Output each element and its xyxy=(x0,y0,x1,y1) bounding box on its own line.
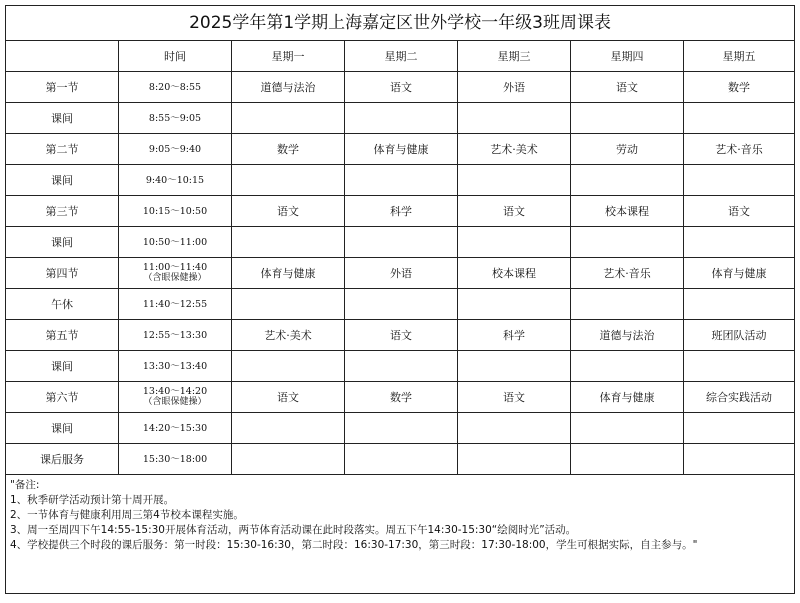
subject-cell xyxy=(345,444,458,475)
subject-cell: 道德与法治 xyxy=(232,72,345,103)
subject-cell: 语文 xyxy=(345,320,458,351)
subject-cell xyxy=(571,289,684,320)
time-range: 11:40～12:55 xyxy=(142,298,208,310)
subject-cell xyxy=(345,413,458,444)
table-row xyxy=(6,413,795,444)
timetable-title: 2025学年第1学期上海嘉定区世外学校一年级3班周课表 xyxy=(6,6,795,41)
subject-cell xyxy=(458,103,571,134)
subject-cell xyxy=(232,351,345,382)
subject-cell: 数学 xyxy=(345,382,458,413)
subject-cell xyxy=(571,413,684,444)
period-cell: 第五节 xyxy=(6,320,119,351)
period-cell: 第二节 xyxy=(6,134,119,165)
subject-cell xyxy=(684,165,795,196)
notes-line: 1、秋季研学活动预计第十周开展。 xyxy=(10,494,175,506)
subject-cell xyxy=(458,289,571,320)
subject-cell: 体育与健康 xyxy=(684,258,795,289)
header-cell-period xyxy=(6,41,119,72)
time-cell xyxy=(119,351,232,382)
subject-cell: 科学 xyxy=(345,196,458,227)
notes-cell xyxy=(6,475,795,594)
subject-cell xyxy=(232,103,345,134)
period-cell: 课后服务 xyxy=(6,444,119,475)
subject-cell: 艺术·美术 xyxy=(232,320,345,351)
time-range: 9:40～10:15 xyxy=(145,174,205,186)
subject-cell: 校本课程 xyxy=(458,258,571,289)
period-cell: 课间 xyxy=(6,165,119,196)
subject-cell: 科学 xyxy=(458,320,571,351)
table-row xyxy=(6,196,795,227)
subject-cell xyxy=(345,103,458,134)
time-note: （含眼保健操） xyxy=(143,273,207,283)
subject-cell: 校本课程 xyxy=(571,196,684,227)
subject-cell xyxy=(458,413,571,444)
subject-cell xyxy=(458,165,571,196)
notes-line: 3、周一至周四下午14:55-15:30开展体育活动，两节体育活动课在此时段落实。周五下午14:30-15:30“绘阅时光”活动。 xyxy=(10,524,577,536)
table-row xyxy=(6,258,795,289)
subject-cell xyxy=(684,103,795,134)
time-cell xyxy=(119,196,232,227)
table-row xyxy=(6,351,795,382)
time-range: 9:05～9:40 xyxy=(148,143,202,155)
table-row xyxy=(6,227,795,258)
subject-cell: 艺术·音乐 xyxy=(684,134,795,165)
time-cell xyxy=(119,103,232,134)
subject-cell: 外语 xyxy=(345,258,458,289)
table-row xyxy=(6,103,795,134)
subject-cell: 语文 xyxy=(232,382,345,413)
header-cell-time: 时间 xyxy=(119,41,232,72)
time-range: 8:20～8:55 xyxy=(148,81,202,93)
header-cell-friday: 星期五 xyxy=(684,41,795,72)
subject-cell xyxy=(345,351,458,382)
subject-cell: 语文 xyxy=(458,382,571,413)
subject-cell: 语文 xyxy=(458,196,571,227)
subject-cell xyxy=(345,165,458,196)
header-cell-thursday: 星期四 xyxy=(571,41,684,72)
notes-row xyxy=(6,475,795,594)
time-range: 13:30～13:40 xyxy=(142,360,208,372)
time-range: 11:00～11:40 xyxy=(142,262,208,273)
time-range: 13:40～14:20 xyxy=(142,386,208,397)
time-range: 15:30～18:00 xyxy=(142,453,208,465)
period-cell: 课间 xyxy=(6,351,119,382)
subject-cell: 体育与健康 xyxy=(345,134,458,165)
time-range: 10:15～10:50 xyxy=(142,205,208,217)
time-cell xyxy=(119,320,232,351)
time-note: （含眼保健操） xyxy=(143,397,207,407)
subject-cell: 外语 xyxy=(458,72,571,103)
notes-line: 2、一节体育与健康利用周三第4节校本课程实施。 xyxy=(10,509,244,521)
subject-cell xyxy=(232,444,345,475)
time-cell xyxy=(119,289,232,320)
subject-cell: 语文 xyxy=(345,72,458,103)
header-cell-tuesday: 星期二 xyxy=(345,41,458,72)
subject-cell: 劳动 xyxy=(571,134,684,165)
time-cell xyxy=(119,227,232,258)
timetable xyxy=(5,5,795,594)
period-cell: 第一节 xyxy=(6,72,119,103)
time-cell xyxy=(119,444,232,475)
table-row xyxy=(6,165,795,196)
subject-cell xyxy=(345,289,458,320)
subject-cell xyxy=(571,227,684,258)
table-row xyxy=(6,320,795,351)
subject-cell xyxy=(458,351,571,382)
subject-cell xyxy=(684,351,795,382)
subject-cell xyxy=(345,227,458,258)
subject-cell: 综合实践活动 xyxy=(684,382,795,413)
subject-cell xyxy=(232,289,345,320)
subject-cell: 数学 xyxy=(232,134,345,165)
subject-cell xyxy=(232,227,345,258)
notes-heading: "备注: xyxy=(10,479,40,491)
table-row xyxy=(6,289,795,320)
subject-cell xyxy=(571,444,684,475)
subject-cell xyxy=(684,289,795,320)
period-cell: 第六节 xyxy=(6,382,119,413)
subject-cell: 道德与法治 xyxy=(571,320,684,351)
subject-cell xyxy=(684,444,795,475)
subject-cell xyxy=(458,227,571,258)
time-range: 12:55～13:30 xyxy=(142,329,208,341)
time-cell xyxy=(119,165,232,196)
time-range: 14:20～15:30 xyxy=(142,422,208,434)
time-cell xyxy=(119,134,232,165)
table-row xyxy=(6,382,795,413)
subject-cell: 艺术·音乐 xyxy=(571,258,684,289)
period-cell: 第三节 xyxy=(6,196,119,227)
subject-cell xyxy=(232,165,345,196)
time-cell xyxy=(119,258,232,289)
time-cell xyxy=(119,382,232,413)
period-cell: 午休 xyxy=(6,289,119,320)
subject-cell: 艺术·美术 xyxy=(458,134,571,165)
header-cell-wednesday: 星期三 xyxy=(458,41,571,72)
subject-cell: 数学 xyxy=(684,72,795,103)
header-cell-monday: 星期一 xyxy=(232,41,345,72)
notes-line: 4、学校提供三个时段的课后服务：第一时段：15:30-16:30，第二时段：16:30-17:30，第三时段：17:30-18:00，学生可根据实际，自主参与。" xyxy=(10,539,698,551)
header-row xyxy=(6,41,795,72)
subject-cell xyxy=(571,165,684,196)
period-cell: 第四节 xyxy=(6,258,119,289)
subject-cell xyxy=(232,413,345,444)
subject-cell xyxy=(684,413,795,444)
subject-cell: 语文 xyxy=(571,72,684,103)
time-range: 10:50～11:00 xyxy=(142,236,208,248)
period-cell: 课间 xyxy=(6,103,119,134)
subject-cell: 语文 xyxy=(684,196,795,227)
subject-cell: 体育与健康 xyxy=(232,258,345,289)
subject-cell xyxy=(684,227,795,258)
subject-cell: 班团队活动 xyxy=(684,320,795,351)
subject-cell xyxy=(458,444,571,475)
subject-cell xyxy=(571,103,684,134)
table-row xyxy=(6,444,795,475)
time-cell xyxy=(119,72,232,103)
subject-cell: 体育与健康 xyxy=(571,382,684,413)
table-row xyxy=(6,72,795,103)
period-cell: 课间 xyxy=(6,413,119,444)
time-range: 8:55～9:05 xyxy=(148,112,202,124)
timetable-sheet xyxy=(5,5,794,594)
table-row xyxy=(6,134,795,165)
subject-cell xyxy=(571,351,684,382)
time-cell xyxy=(119,413,232,444)
subject-cell: 语文 xyxy=(232,196,345,227)
period-cell: 课间 xyxy=(6,227,119,258)
